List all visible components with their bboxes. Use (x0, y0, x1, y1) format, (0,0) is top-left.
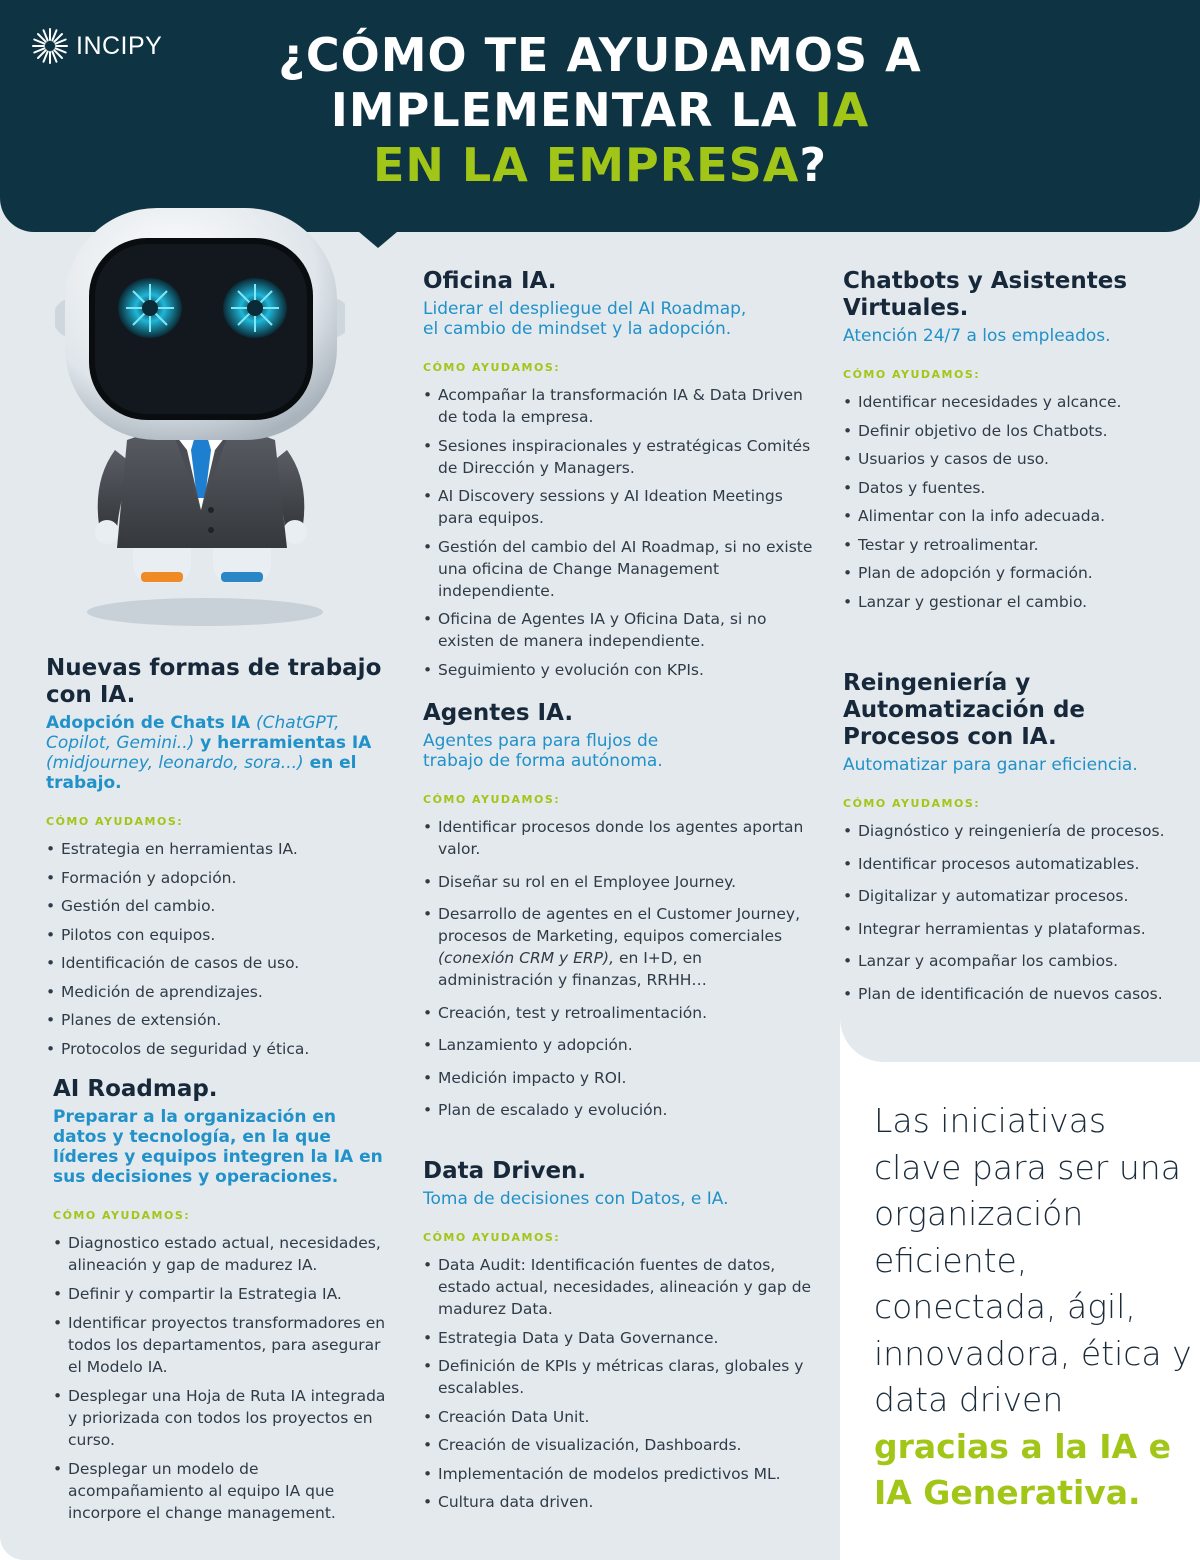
list-item: • Protocolos de seguridad y ética. (46, 1038, 406, 1060)
bullet-list (46, 838, 406, 1060)
list-item: • Datos y fuentes. (843, 477, 1183, 499)
list-item: • Gestión del cambio del AI Roadmap, si no existe una oficina de Change Management independiente. (423, 536, 818, 602)
list-item: • Desplegar un modelo de acompañamiento al equipo IA que incorpore el change management. (53, 1458, 393, 1524)
section-data-driven (423, 1158, 823, 1520)
how-we-help-label: CÓMO AYUDAMOS: (423, 1231, 561, 1244)
list-item: • Oficina de Agentes IA y Oficina Data, si no existen de manera independiente. (423, 608, 818, 652)
bullet-list (423, 384, 818, 681)
subtitle-part: Adopción de Chats IA (46, 713, 251, 733)
how-we-help-label: CÓMO AYUDAMOS: (423, 361, 561, 374)
list-item: • Testar y retroalimentar. (843, 534, 1183, 556)
section-subtitle: Preparar a la organización en datos y tecnología, en la que líderes y equipos integren la IA en sus decisiones y operaciones. (53, 1107, 383, 1187)
title-line-2 (150, 83, 1050, 138)
list-item: • Lanzar y acompañar los cambios. (843, 950, 1188, 972)
list-item: • Estrategia en herramientas IA. (46, 838, 406, 860)
section-title: Agentes IA. (423, 700, 574, 726)
list-item: • Data Audit: Identificación fuentes de datos, estado actual, necesidades, alineación y gap de madurez Data. (423, 1254, 823, 1320)
list-item: • Lanzar y gestionar el cambio. (843, 591, 1183, 613)
section-subtitle: Toma de decisiones con Datos, e IA. (423, 1189, 729, 1209)
bullet-list (843, 820, 1188, 1005)
closing-statement (874, 1098, 1194, 1517)
list-item: • Plan de adopción y formación. (843, 562, 1183, 584)
list-item-text: Desarrollo de agentes en el Customer Journey, procesos de Marketing, equipos comerciales (438, 905, 801, 945)
list-item: • Identificar procesos automatizables. (843, 853, 1188, 875)
list-item-text: en I+D, en administración y finanzas, RRHH… (438, 949, 707, 989)
list-item: • Planes de extensión. (46, 1009, 406, 1031)
list-item: • Pilotos con equipos. (46, 924, 406, 946)
section-ai-roadmap (53, 1076, 393, 1531)
list-item: • Medición de aprendizajes. (46, 981, 406, 1003)
list-item: • Cultura data driven. (423, 1491, 823, 1513)
section-subtitle: Atención 24/7 a los empleados. (843, 326, 1111, 346)
subtitle-part: y herramientas IA (200, 733, 372, 753)
section-oficina-ia (423, 268, 818, 687)
bullet-list (423, 1254, 823, 1513)
section-title: Data Driven. (423, 1158, 587, 1184)
list-item: • Medición impacto y ROI. (423, 1067, 818, 1089)
list-item: • Creación Data Unit. (423, 1406, 823, 1428)
list-item: • Desplegar una Hoja de Ruta IA integrada y priorizada con todos los proyectos en curso. (53, 1385, 393, 1451)
list-item: • Diagnóstico y reingeniería de procesos. (843, 820, 1188, 842)
title-question-mark: ? (799, 138, 828, 192)
list-item: • Definición de KPIs y métricas claras, globales y escalables. (423, 1355, 823, 1399)
speech-bubble-tail (352, 226, 404, 248)
bullet-list (53, 1232, 393, 1524)
list-item: • Identificación de casos de uso. (46, 952, 406, 974)
how-we-help-label: CÓMO AYUDAMOS: (46, 815, 184, 828)
list-item: • Usuarios y casos de uso. (843, 448, 1183, 470)
list-item: • Estrategia Data y Data Governance. (423, 1327, 823, 1349)
list-item: • Integrar herramientas y plataformas. (843, 918, 1188, 940)
title-line-2-text: IMPLEMENTAR LA (330, 83, 815, 137)
brand-logo (30, 26, 162, 66)
title-highlight-empresa: EN LA EMPRESA (372, 138, 800, 192)
title-highlight-ia: IA (814, 83, 870, 137)
section-title: Nuevas formas de trabajo con IA. (46, 655, 382, 708)
list-item: • Creación, test y retroalimentación. (423, 1002, 818, 1024)
list-item: • Identificar procesos donde los agentes aportan valor. (423, 816, 818, 860)
list-item: • Gestión del cambio. (46, 895, 406, 917)
sunburst-logo-icon (30, 26, 70, 66)
section-title: AI Roadmap. (53, 1076, 218, 1102)
section-agentes-ia (423, 700, 818, 1132)
section-title: Chatbots y Asistentes Virtuales. (843, 268, 1128, 321)
section-reingenieria (843, 670, 1188, 1015)
list-item: • Sesiones inspiracionales y estratégicas Comités de Dirección y Managers. (423, 435, 818, 479)
how-we-help-label: CÓMO AYUDAMOS: (843, 368, 981, 381)
section-title: Oficina IA. (423, 268, 557, 294)
list-item: • Diseñar su rol en el Employee Journey. (423, 871, 818, 893)
how-we-help-label: CÓMO AYUDAMOS: (843, 797, 981, 810)
list-item: • Implementación de modelos predictivos ML. (423, 1463, 823, 1485)
list-item: • Diagnostico estado actual, necesidades, alineación y gap de madurez IA. (53, 1232, 393, 1276)
brand-name: INCIPY (76, 31, 163, 60)
list-item-italic: (conexión CRM y ERP), (438, 949, 615, 967)
statement-text: Las iniciativas clave para ser una organización eficiente, conectada, ágil, innovadora, ética y data driven (874, 1101, 1192, 1419)
section-subtitle: Automatizar para ganar eficiencia. (843, 755, 1138, 775)
list-item: • Definir objetivo de los Chatbots. (843, 420, 1183, 442)
list-item: • Alimentar con la info adecuada. (843, 505, 1183, 527)
list-item: • Acompañar la transformación IA & Data Driven de toda la empresa. (423, 384, 818, 428)
section-chatbots (843, 268, 1183, 619)
bullet-list (423, 816, 818, 1121)
section-title: Reingeniería y Automatización de Procesos con IA. (843, 670, 1086, 750)
list-item: • Plan de escalado y evolución. (423, 1099, 818, 1121)
list-item: • AI Discovery sessions y AI Ideation Meetings para equipos. (423, 485, 818, 529)
how-we-help-label: CÓMO AYUDAMOS: (423, 793, 561, 806)
section-subtitle: Agentes para para flujos de trabajo de forma autónoma. (423, 731, 663, 771)
title-line-1: ¿CÓMO TE AYUDAMOS A (278, 28, 922, 82)
list-item: • Lanzamiento y adopción. (423, 1034, 818, 1056)
list-item: • Identificar necesidades y alcance. (843, 391, 1183, 413)
robot-mascot-illustration (55, 180, 345, 630)
section-nuevas-formas (46, 655, 406, 1066)
statement-highlight: gracias a la IA e IA Generativa. (874, 1426, 1171, 1512)
subtitle-italic: (midjourney, leonardo, sora...) (46, 753, 304, 773)
list-item: • Plan de identificación de nuevos casos. (843, 983, 1188, 1005)
section-subtitle: Liderar el despliegue del AI Roadmap, el cambio de mindset y la adopción. (423, 299, 747, 339)
list-item: • Identificar proyectos transformadores en todos los departamentos, para asegurar el Modelo IA. (53, 1312, 393, 1378)
bullet-list (843, 391, 1183, 613)
list-item (423, 903, 818, 991)
list-item: • Definir y compartir la Estrategia IA. (53, 1283, 393, 1305)
list-item: • Seguimiento y evolución con KPIs. (423, 659, 818, 681)
subtitle-italic: (ChatGPT, Copilot, Gemini..) (46, 713, 340, 753)
subtitle-part: en el trabajo. (46, 753, 357, 793)
list-item: • Creación de visualización, Dashboards. (423, 1434, 823, 1456)
page-title (150, 28, 1050, 193)
list-item: • Formación y adopción. (46, 867, 406, 889)
section-subtitle (46, 713, 406, 793)
list-item: • Digitalizar y automatizar procesos. (843, 885, 1188, 907)
how-we-help-label: CÓMO AYUDAMOS: (53, 1209, 191, 1222)
